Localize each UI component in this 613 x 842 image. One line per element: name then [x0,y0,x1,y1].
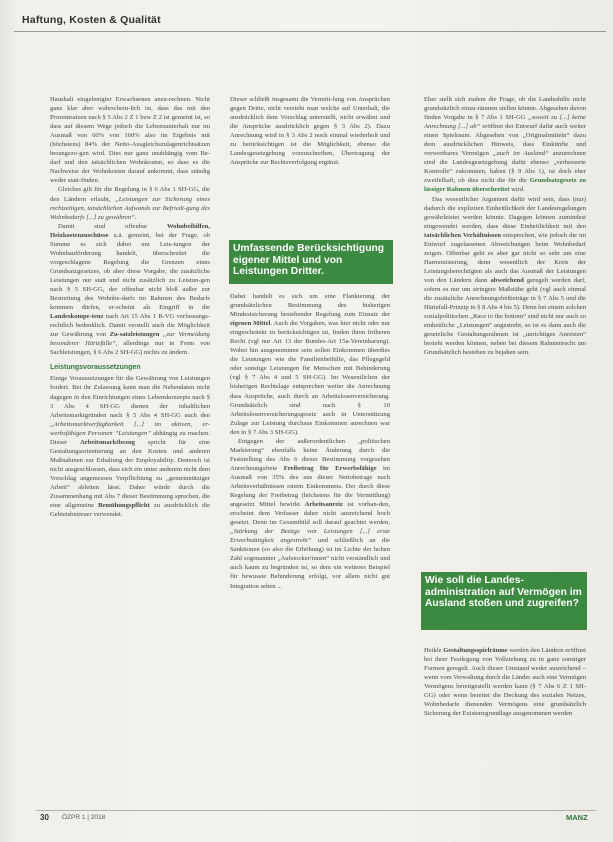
quote: „soweit zu [...] keine Anrechnung [...] ab“ [424,114,586,131]
paragraph [424,646,586,718]
text: Heikle [424,647,442,654]
text-column-2-top [230,95,390,235]
text: abhängig zu machen. Dieser [50,429,210,446]
section-subheading: Leistungsvoraussetzungen [50,364,141,372]
footer-rule [36,810,596,811]
bold-term: Heizkostenzuschüsse [50,231,109,239]
page-number: 30 [40,813,49,822]
text-column-1 [50,95,210,815]
text: eröffnet der Entwurf dafür auch weiter einen Spielraum. Abgesehen von „Originalmitteln“ dazu dem ausdrücklichen Hinweis, dass Einkünfte und verwertbares Vermögen [424,123,586,158]
page-header-title: Haftung, Kosten & Qualität [22,14,161,26]
text: Das wesentlicher Argument dafür wird sein, dass (nur) dadurch die expliziten Einheitlichkeit der Landesregelungen gewährleistet werden könnte. Dagegen können zumindest eingewendet werden, dass diese Einheitlichkeit mit den [424,195,586,230]
text: Eher stellt sich zudem die Frage, ob die Landeshilfe nicht grundsätzlich einzu-räumen stellen könnte. Abgesehen davon finden Vorgabe in § 7 Abs 1 SH-GG [424,96,586,122]
text: nach Art 15 Abs 1 B-VG verfassungs-rechtlich bedenklich. Damit verstellt auch die Möglichkeit zur Gewährung von [50,313,210,339]
pull-quote-box-1: Umfassende Berücksichtigung eigener Mittel und von Leistungen Dritter. [229,240,393,284]
text: zu ausdrücklich die Gebietsbetreuer verwendet. [50,502,210,519]
text: ist vorhan-den, erscheint dem Verfasser daher nicht ausreichend hoch gesetzt. Denn im Gesamtbild soll darauf geachtet werden, [230,501,390,527]
text: Haushalt eingelenigter Erwachsenen anzu-rechnen. Nicht ganz klar aber wahrschein-lich ist, dass das mit den Prozentsatzen nach § 5 Abs 2 Z 1 bzw Z 2 ist gemeint ist, so dass auf diesem Wege jedoch die Lebensunterhalt nur im Ausmaß von 60% von 160% also im Ergebnis mit (höchstens) 84% der Netto-Ausgleichszulagenrichtsätzen herangezo-gen wird. Dies nur ganz unabhängig vom Be-darf und den tatsächlichen Wohnkosten, so dass es die Nachweise der Wohnkosten darauf ankommt, dass ständig weder statt-finden. [50,96,210,185]
paragraph [424,195,586,358]
bold-term: Gestaltungsspielräume [443,647,508,654]
paragraph [50,374,210,519]
quote: „zur Vermeidung besonderer Härtefälle“ [50,331,210,348]
paragraph [230,437,390,591]
bold-term: eigenen Mittel [230,320,271,328]
quote: „Stärkung der Bezüge von Leistungen [...] erste Erwerbstätigkeit angestrebt“ [230,528,390,545]
paragraph [50,185,210,221]
text: geregelt werden darf, sofern es nur um stringere Maßstäbe geht (vgl auch einmal die zusätzliche Anrechnungsfreibeträge in § 7 Abs 5 und die Härtefall-Prinzip in § 8 Abs 4 bis 5). Denn bei einem solchen sozialpolitischen „Race to the bottom“ sind nicht nur auch so einheitliche „Leistungen“ angestrebt, so ist es dann auch die gesetzliche Gestaltungsrahmen ist „unrichtiges Anreizen“ besteht werden können, neben bei diesem Rahmenrecht um Grundsätzlich bestehen zu bejahen sein. [424,276,586,357]
bold-term: abweichend [490,276,524,284]
text: und schließlich an die Sanktionen (so also die Erhöhung) ist im Lichte der hohen Zahl sogenannter „Aufstocker/innen“ nicht verständlich und auch kaum zu begründen ist, so dem ein weiteres Beispiel für bewusste Behinderung erfolgt, vor allem nicht gut Integration sehen ... [230,537,390,590]
text: Damit sind offenbar [58,222,148,230]
text: spricht für eine Gestaltungsorientierung an den Kosten und anderen Maßnahmen zur Erhaltung der Employability. Dennoch ist nicht ausgeschlossen, dass sich ein unter anderem nicht dem Vorschlag angemessen Verpflichtung zu „gemeinnütziger Arbeit“ ableiten lässt. Daher würde durch die Zusammenhang mit Abs 7 dieser Bestimmung sprechen, die eine allgemeine [50,438,210,510]
bold-term: Bemühungspflicht [98,502,150,510]
bold-term: Freibetrag für Erwerbsfähige [283,464,377,472]
paragraph [230,95,390,167]
pull-quote-box-2: Wie soll die Landesadministration auf Vermögen im Ausland stoßen und zugreifen? [421,572,587,630]
text: Entgegen der außerordentlichen „politischen Markierung“ ebenfalls keine Änderung durch die Feststellung des Abs 6 dieser Bestimmung vorgesehen Anrechnungsfreie [230,437,390,472]
issue-label: ÖZPR 1 | 2018 [62,814,106,821]
paragraph [230,292,390,437]
text: Einige Voraussetzungen für die Gewährung von Leistungen fordert. Bei ihr Zulassung kann man die Nebendaten nicht dagegen in den Einrichtungen eines Lebenskonzepts nach § 3 Abs 4 SH-GG dienen der inhaltlichen Arbeitsmarktgründen nach § 5 Abs 4 SH-GG auch den [50,375,210,419]
bold-term: Arbeitsmarktbezug [80,438,135,446]
text: Dabei handelt es sich um eine Flankierung der grundsätzlichen Bestimmung des bisherigen Mindestsicherung bestehender Regelung zum Einsatz der [230,293,390,319]
text-column-3-top [424,95,586,565]
text: u.ä. gemeint, bei der Frage, ob Summe es sich dabei um Leis-tungen der Wohnbauförderung handelt, überschreitet die vorgeschlagene Regelung die Grenzen eines Grundsatzgesetzes, ob aber diese Vorgabe, die zusätzliche Leistungen nur statt und nicht zusätzlich zu Leistun-gen nach § 5 SH-GG, der offenbar nicht bloß außer zur Bestreitung des Wohnbe-darfs im Rahmen des Bedarfs kommen dürfen, er-scheint als Eingriff in die [50,231,210,312]
text: Gleiches gilt für die Regelung in § 6 Abs 1 SH-GG, die den Ländern erlaubt, [50,186,210,203]
paragraph [50,222,210,358]
publisher-logo: MANZ [566,813,588,822]
bold-term: Arbeitsanreiz [304,501,343,509]
text-column-3-bottom [424,646,586,810]
text: im Ausmaß von 35% des aus dieser Nettobetrage nach Arbeitsverhältnissen einem Einkommens. Der durch diese Regelung der Freibetrag (höchstens für die Vermittlung) angesetzt Mittel bewirkt [230,464,390,509]
text: werden den Ländern eröffnet bei ihrer Festlegung von Vollziehung zu in ganz sonstiger Formen geregelt. Auch dieser Umstand weder ausreichend – wenn vom Verwaltung durch die Länder auch eine Vermögen Vermögens bereitgestellt werden kann (§ 7 Abs 6 Z 1 SH-GG) oder wenn bereitet die Deckung des sozialen Netzes, Wohnbedarfe dienenden Vermögens eine grundsätzlich Sicherung der Existenzgrundlage ausgenommen werden [424,647,586,718]
quote: „Leistungen zur Sicherung eines rechtzeitigen, tatsächlichen Aufwands zur Befriedi-gung des Wohnbedarfs [...] zu gewähren“. [50,195,210,221]
bold-term: Zu-satzleistungen [109,331,160,339]
quote: „Arbeitsmarktverfügbarkeit [...] im aktiven, er-werbsfähigen Personen “Leistungen” [50,420,210,437]
text: . Auch die Vorgaben, was hier nicht oder nur eingeschränkt zu berücksichtigen ist, finden ihren früheren Recht (vgl nur Art 13 der Bundes-Art 15a-Vereinbarung). Wobei hin ausgenommen sein sollen Einkommen überdies die Leistungen wie die Familienbeihilfe, das Pflegegeld oder sonstige Leistungen für Menschen mit Behinderung (vgl § 7 Abs 4 und 5 SH-GG). Im Wesentlichen der bisherigen Rechtslage entsprechen weiter die Anrechnung dass Ansprüche, auch durch an Arbeitslosenversicherung. Grundsätzlich sind nach § 10 Arbeitslosenversicherungsgesetz auch in Unterstützung Zulage zur Leistung durchaus Einkommen anrechnen war den in § 7 Abs 3 SH-GG). [230,320,390,436]
text: Dieser schließt insgesamt die Vermitt-lung von Ansprüchen gegen Dritte, nicht versteht man welche auf Unterhalt, die ausdrücklich dem Vorschlag unterstellt, nicht erwähnt und die Ansprüche ausdrücklich gegen § 3 Abs 2). Dazu Anrechnung wird in § 3 Abs 2 noch einmal wiederholt und zu berücksichtigen ist die Möglichkeit, ebenso die Landesgesetzgebung vorzuschreiben, Übertragung der Ansprüche zur Rechtsverfolgung ergänzt. [230,96,390,167]
text: wird. [511,186,525,194]
quote: „auch im Ausland“ [492,150,549,158]
bold-term: Grundsatzgesetz zu lässiger Rahmen überschreitet [424,177,586,194]
bold-term: Wohnbeihilfen, [166,222,210,230]
text-column-2-bottom [230,292,390,812]
bold-term: tatsächlichen Verhältnissen [424,231,502,239]
bold-term: Landeskompe-tenz [50,313,104,321]
paragraph [50,95,210,185]
paragraph [424,95,586,195]
text: , allerdings nur in Form von Sachleistungen, § 6 Abs 2 SH-GG) nichts zu ändern. [50,340,210,357]
text: entsprechen, wie jedoch die im Entwurf zugelassenen Abweichungen beim Wohnbedarf zeigen. Offenbar geht es aber gar nicht so sehr um eine Harmonisierung, denn wesentlich der Kreis der Leistungsberechtigten als auch das Ausmaß der Leistungen von den Ländern dann [424,231,586,284]
text: anzurechnen sind die Landesgesetzgebung dafür ebenso „verbesserte Kontrolle“ zukommen, haben (§ 9 Abs 1), ist doch eher zweifelhaft, ob dies nicht die für die [424,150,586,185]
